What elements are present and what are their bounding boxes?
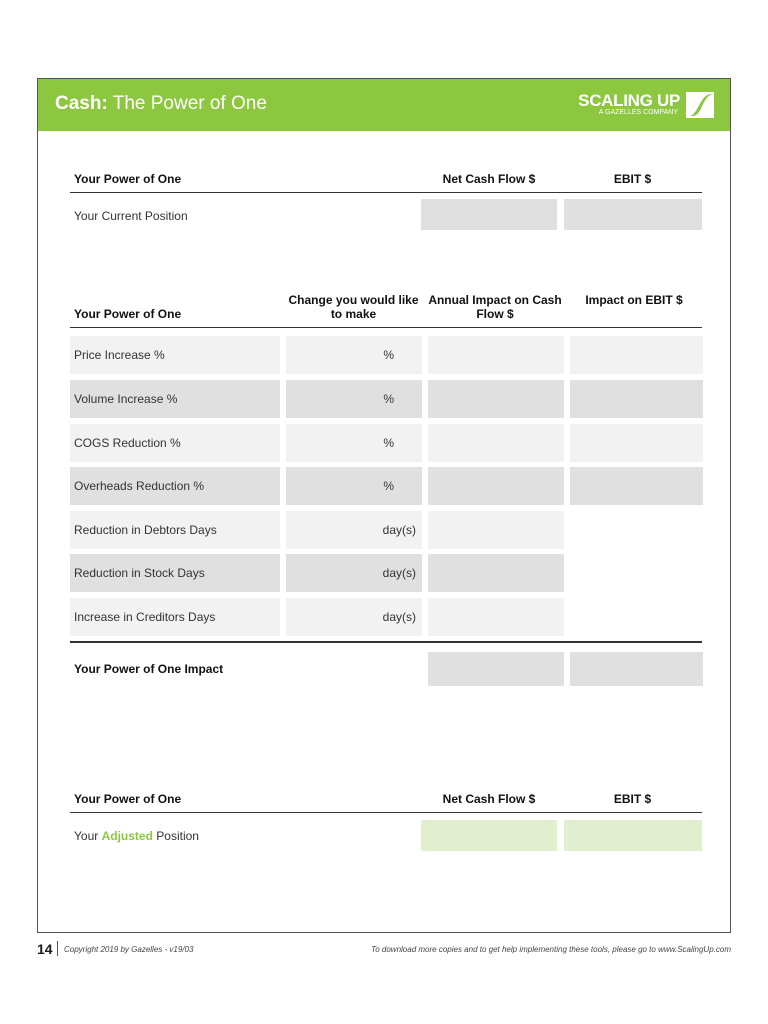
- section1-col-label: Your Power of One: [74, 172, 182, 186]
- section3-col-cash: Net Cash Flow $: [442, 792, 536, 806]
- row-label: Increase in Creditors Days: [70, 598, 280, 636]
- section3-rule: [70, 812, 702, 813]
- row-label: COGS Reduction %: [70, 424, 280, 462]
- section3-col-label: Your Power of One: [74, 792, 182, 806]
- section2-col-label: Your Power of One: [74, 307, 182, 321]
- annual-impact-cell[interactable]: [428, 336, 564, 374]
- adjusted-cash-input[interactable]: [421, 820, 557, 851]
- ebit-impact-cell[interactable]: [570, 336, 703, 374]
- adjusted-ebit-input[interactable]: [564, 820, 702, 851]
- annual-impact-cell[interactable]: [428, 554, 564, 592]
- footer-divider: [57, 941, 58, 956]
- section1-rule: [70, 192, 702, 193]
- change-input[interactable]: %: [286, 467, 422, 505]
- annual-impact-cell[interactable]: [428, 424, 564, 462]
- footer-copyright: Copyright 2019 by Gazelles - v19/03: [64, 945, 194, 954]
- annual-impact-cell[interactable]: [428, 598, 564, 636]
- change-input[interactable]: %: [286, 336, 422, 374]
- annual-impact-cell[interactable]: [428, 380, 564, 418]
- current-position-label: Your Current Position: [74, 209, 188, 223]
- current-ebit-input[interactable]: [564, 199, 702, 230]
- page-number: 14: [37, 941, 53, 957]
- annual-impact-cell[interactable]: [428, 467, 564, 505]
- section2-col-annual: Annual Impact on Cash Flow $: [428, 293, 562, 321]
- total-cash-cell[interactable]: [428, 652, 564, 686]
- current-cash-input[interactable]: [421, 199, 557, 230]
- change-input[interactable]: %: [286, 380, 422, 418]
- ebit-impact-cell[interactable]: [570, 380, 703, 418]
- row-label: Overheads Reduction %: [70, 467, 280, 505]
- change-input[interactable]: day(s): [286, 554, 422, 592]
- section1-col-cash: Net Cash Flow $: [442, 172, 536, 186]
- total-impact-label: Your Power of One Impact: [74, 662, 224, 676]
- page-title: Cash: The Power of One: [55, 93, 267, 114]
- total-ebit-cell[interactable]: [570, 652, 703, 686]
- section3-col-ebit: EBIT $: [613, 792, 652, 806]
- footer-download-link[interactable]: To download more copies and to get help implementing these tools, please go to www.ScalingUp.com: [371, 945, 731, 954]
- row-label: Price Increase %: [70, 336, 280, 374]
- title-banner: Cash: The Power of One SCALING UP A GAZELLES COMPANY: [38, 79, 730, 131]
- change-input[interactable]: day(s): [286, 598, 422, 636]
- section2-col-ebit: Impact on EBIT $: [585, 293, 683, 307]
- row-label: Volume Increase %: [70, 380, 280, 418]
- row-label: Reduction in Debtors Days: [70, 511, 280, 549]
- section2-col-change: Change you would like to make: [288, 293, 419, 321]
- section2-total-rule: [70, 641, 702, 643]
- section2-rule: [70, 327, 702, 328]
- row-label: Reduction in Stock Days: [70, 554, 280, 592]
- change-input[interactable]: day(s): [286, 511, 422, 549]
- change-input[interactable]: %: [286, 424, 422, 462]
- ebit-impact-cell[interactable]: [570, 424, 703, 462]
- ebit-impact-cell[interactable]: [570, 467, 703, 505]
- section1-col-ebit: EBIT $: [613, 172, 652, 186]
- annual-impact-cell[interactable]: [428, 511, 564, 549]
- adjusted-position-label: Your Adjusted Position: [74, 829, 199, 843]
- logo-mark-icon: [686, 92, 714, 118]
